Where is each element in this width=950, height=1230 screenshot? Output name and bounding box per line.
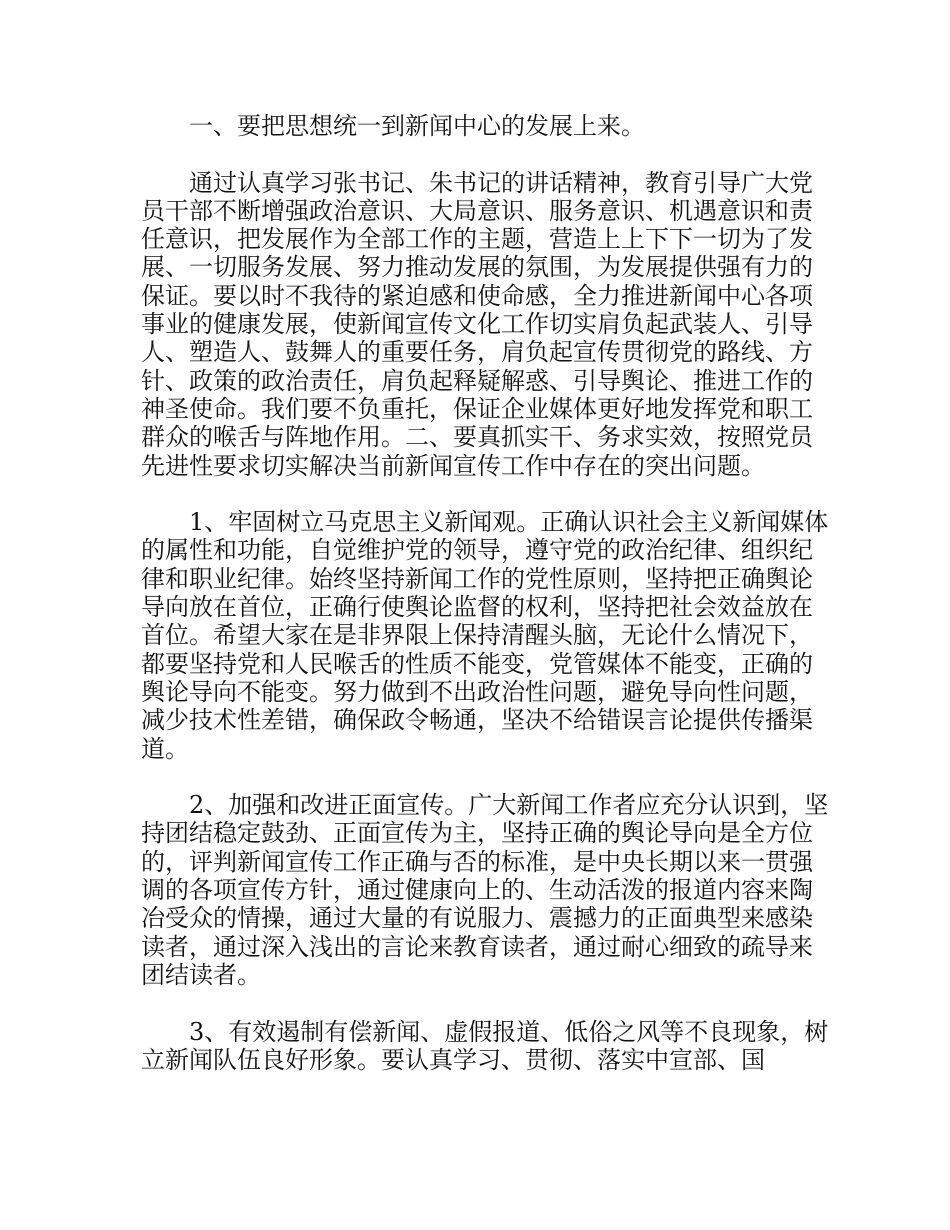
body-paragraph: 3、有效遏制有偿新闻、虚假报道、低俗之风等不良现象，树立新闻队伍良好形象。要认真学习、贯彻、落实中宣部、国 xyxy=(141,1017,829,1074)
document-body xyxy=(141,112,831,1102)
body-paragraph: 2、加强和改进正面宣传。广大新闻工作者应充分认识到，坚持团结稳定鼓劲、正面宣传为主，坚持正确的舆论导向是全方位的，评判新闻宣传工作正确与否的标准，是中央长期以来一贯强调的各项宣传方针，通过健康向上的、生动活泼的报道内容来陶冶受众的情操，通过大量的有说服力、震撼力的正面典型来感染读者，通过深入浅出的言论来教育读者，通过耐心细致的疏导来团结读者。 xyxy=(141,791,829,989)
body-paragraph: 1、牢固树立马克思主义新闻观。正确认识社会主义新闻媒体的属性和功能，自觉维护党的领导，遵守党的政治纪律、组织纪律和职业纪律。始终坚持新闻工作的党性原则，坚持把正确舆论导向放在首位，正确行使舆论监督的权利，坚持把社会效益放在首位。希望大家在是非界限上保持清醒头脑，无论什么情况下，都要坚持党和人民喉舌的性质不能变，党管媒体不能变，正确的舆论导向不能变。努力做到不出政治性问题，避免导向性问题，减少技术性差错，确保政令畅通，坚决不给错误言论提供传播渠道。 xyxy=(141,508,829,763)
section-heading-paragraph: 一、要把思想统一到新闻中心的发展上来。 xyxy=(189,112,645,140)
body-paragraph: 通过认真学习张书记、朱书记的讲话精神，教育引导广大党员干部不断增强政治意识、大局意识、服务意识、机遇意识和责任意识，把发展作为全部工作的主题，营造上上下下一切为了发展、一切服务发展、努力推动发展的氛围，为发展提供强有力的保证。要以时不我待的紧迫感和使命感，全力推进新闻中心各项事业的健康发展，使新闻宣传文化工作切实肩负起武装人、引导人、塑造人、鼓舞人的重要任务，肩负起宣传贯彻党的路线、方针、政策的政治责任，肩负起释疑解惑、引导舆论、推进工作的神圣使命。我们要不负重托，保证企业媒体更好地发挥党和职工群众的喉舌与阵地作用。二、要真抓实干、务求实效，按照党员先进性要求切实解决当前新闻宣传工作中存在的突出问题。 xyxy=(141,168,813,480)
